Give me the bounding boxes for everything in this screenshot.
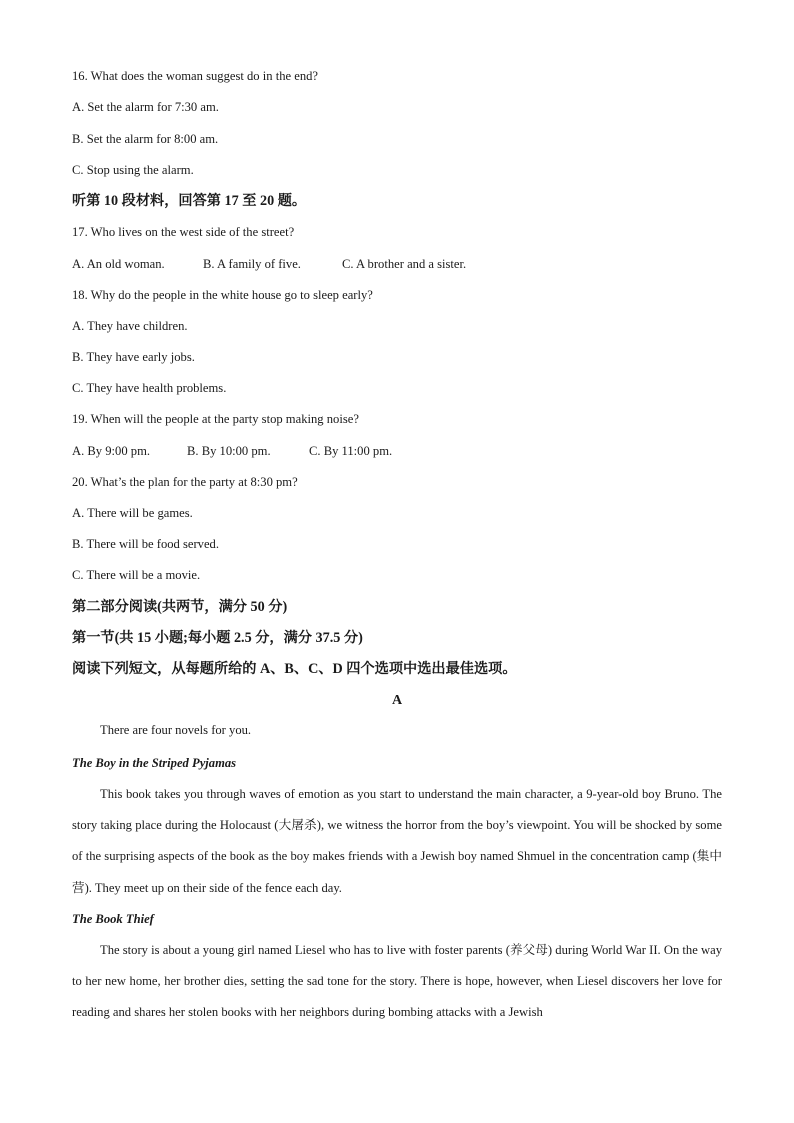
question-19: 19. When will the people at the party stop making noise? <box>72 412 359 426</box>
question-18: 18. Why do the people in the white house go to sleep early? <box>72 288 373 302</box>
novel-1-title: The Boy in the Striped Pyjamas <box>72 756 237 770</box>
novel-1-description: This book takes you through waves of emotion as you start to understand the main character, a 9-year-old boy Bruno. The story taking place during the Holocaust (大屠杀), we witness the horror from the boy’s viewpoint. You will be shocked by some of the surprising aspects of the book as the boy makes friends with a Jewish boy named Shmuel in the concentration camp (集中营). They meet up on their side of the fence each day. <box>72 787 722 895</box>
question-20-option-b: B. There will be food served. <box>72 537 220 551</box>
question-17: 17. Who lives on the west side of the street? <box>72 225 295 239</box>
reading-instruction: 阅读下列短文，从每题所给的 A、B、C、D 四个选项中选出最佳选项。 <box>72 661 517 677</box>
question-18-option-a: A. They have children. <box>72 319 188 333</box>
passage-intro: There are four novels for you. <box>100 723 252 737</box>
question-19-option-b: B. By 10:00 pm. <box>187 444 271 458</box>
question-16-option-b: B. Set the alarm for 8:00 am. <box>72 132 219 146</box>
question-16-option-c: C. Stop using the alarm. <box>72 163 194 177</box>
question-19-option-c: C. By 11:00 pm. <box>309 444 393 458</box>
question-18-option-c: C. They have health problems. <box>72 381 227 395</box>
passage-letter: A <box>391 693 403 708</box>
question-20-option-c: C. There will be a movie. <box>72 568 201 582</box>
question-20-option-a: A. There will be games. <box>72 506 193 520</box>
question-19-option-a: A. By 9:00 pm. <box>72 444 151 458</box>
question-17-option-c: C. A brother and a sister. <box>342 257 467 271</box>
question-20: 20. What’s the plan for the party at 8:30 pm? <box>72 475 298 489</box>
question-17-option-a: A. An old woman. <box>72 257 165 271</box>
question-16-option-a: A. Set the alarm for 7:30 am. <box>72 100 219 114</box>
novel-2-description: The story is about a young girl named Liesel who has to live with foster parents (养父母) during World War II. On the way to her new home, her brother dies, setting the sad tone for the story. There is hope, however, when Liesel discovers her love for reading and shares her stolen books with her neighbors during bombing attacks with a Jewish <box>72 943 722 1020</box>
reading-part-heading: 第二部分阅读(共两节，满分 50 分) <box>72 599 288 615</box>
reading-section-heading: 第一节(共 15 小题;每小题 2.5 分，满分 37.5 分) <box>72 630 363 646</box>
section-10-heading: 听第 10 段材料，回答第 17 至 20 题。 <box>72 193 307 209</box>
novel-2-title: The Book Thief <box>72 912 154 926</box>
question-17-option-b: B. A family of five. <box>203 257 301 271</box>
question-16: 16. What does the woman suggest do in the end? <box>72 69 318 83</box>
question-18-option-b: B. They have early jobs. <box>72 350 195 364</box>
